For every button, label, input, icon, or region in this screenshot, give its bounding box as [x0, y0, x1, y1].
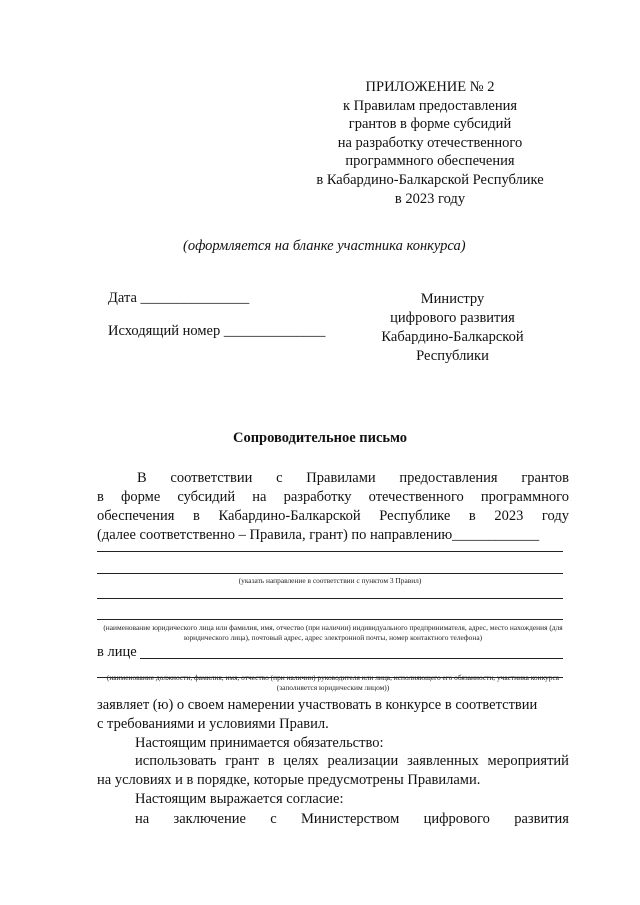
date-label: Дата	[108, 290, 137, 306]
word: разработку	[283, 489, 352, 505]
intro-line-4-text: (далее соответственно – Правила, грант) по направлению	[97, 527, 453, 543]
entity-caption: (наименование юридического лица или фамилия, имя, отчество (при наличии) индивидуального предпринимателя, адрес, место нахождения (для юридического лица), почтовый адрес, адрес электронной почты, номер контактного телефона)	[103, 623, 563, 642]
word: обеспечения	[97, 508, 175, 524]
word: в	[267, 753, 275, 769]
date-blank: _______________	[140, 290, 250, 306]
addressee-line: Министру	[420, 291, 485, 307]
word: Министерством	[301, 811, 400, 827]
word: в	[193, 508, 200, 524]
outgoing-number-label: Исходящий номер	[108, 323, 221, 339]
addressee-block	[360, 290, 545, 366]
obligation-heading: Настоящим принимается обязательство:	[135, 735, 384, 751]
appendix-line: к Правилам предоставления	[342, 97, 518, 114]
word: В	[137, 470, 147, 486]
word: отечественного	[368, 489, 464, 505]
intro-line-4	[97, 527, 539, 544]
obligation-line-1	[135, 753, 569, 770]
word: грант	[225, 753, 259, 769]
fill-line	[97, 573, 563, 574]
word: предоставления	[399, 470, 498, 486]
word: субсидий	[177, 489, 236, 505]
word: Кабардино-Балкарской	[218, 508, 361, 524]
word: целях	[283, 753, 319, 769]
intro-line-3	[97, 508, 569, 525]
intro-line-2	[97, 489, 569, 506]
declares-line-1: заявляет (ю) о своем намерении участвовать в конкурсе в соответствии	[97, 697, 538, 713]
fill-line	[97, 598, 563, 599]
word: 2023	[494, 508, 524, 524]
representative-caption: (наименование должности, фамилия, имя, отчество (при наличии) руководителя или лица, исполняющего его обязанности, участника конкурса (заполняется юридическим лицом))	[106, 673, 560, 692]
word: программного	[480, 489, 569, 505]
appendix-number: ПРИЛОЖЕНИЕ № 2	[365, 79, 495, 95]
declares-line-2: с требованиями и условиями Правил.	[97, 716, 329, 732]
appendix-line: грантов в форме субсидий	[348, 116, 512, 133]
word: форме	[120, 489, 161, 505]
word: Правилами	[306, 470, 376, 486]
fill-line	[97, 551, 563, 552]
word: с	[276, 470, 283, 486]
word: с	[270, 811, 277, 827]
date-field	[108, 290, 249, 307]
word: реализации	[327, 753, 399, 769]
word: грантов	[521, 470, 569, 486]
word: году	[541, 508, 569, 524]
obligation-line-2: на условиях и в порядке, которые предусмотрены Правилами.	[97, 772, 481, 788]
direction-caption: (указать направление в соответствии с пунктом 3 Правил)	[238, 576, 422, 585]
fill-line	[140, 658, 563, 659]
word: в	[97, 489, 104, 505]
word: развития	[514, 811, 569, 827]
word: на	[252, 489, 267, 505]
letter-title: Сопроводительное письмо	[232, 430, 408, 446]
appendix-line: в 2023 году	[394, 190, 466, 207]
direction-blank: ____________	[452, 527, 540, 543]
word: соответствии	[170, 470, 253, 486]
in-person-label: в лице	[97, 644, 137, 660]
outgoing-number-blank: ______________	[223, 323, 326, 339]
appendix-line: программного обеспечения	[345, 153, 515, 170]
appendix-header	[300, 78, 560, 208]
word: Республике	[379, 508, 451, 524]
appendix-line: на разработку отечественного	[337, 134, 523, 151]
fill-line	[97, 619, 563, 620]
addressee-line: цифрового развития	[390, 310, 515, 326]
appendix-line: в Кабардино-Балкарской Республике	[316, 171, 544, 188]
word: заключение	[173, 811, 246, 827]
outgoing-number-field	[108, 323, 325, 340]
word: мероприятий	[487, 753, 569, 769]
word: в	[468, 508, 476, 524]
intro-line-1	[137, 470, 569, 487]
word: цифрового	[423, 811, 490, 827]
addressee-line: Кабардино-Балкарской	[381, 329, 524, 345]
consent-line-1	[135, 811, 569, 828]
form-note: (оформляется на бланке участника конкурса)	[183, 238, 466, 254]
word: использовать	[135, 753, 217, 769]
word: заявленных	[407, 753, 479, 769]
consent-heading: Настоящим выражается согласие:	[135, 791, 344, 807]
addressee-line: Республики	[416, 348, 489, 364]
word: на	[135, 811, 150, 827]
